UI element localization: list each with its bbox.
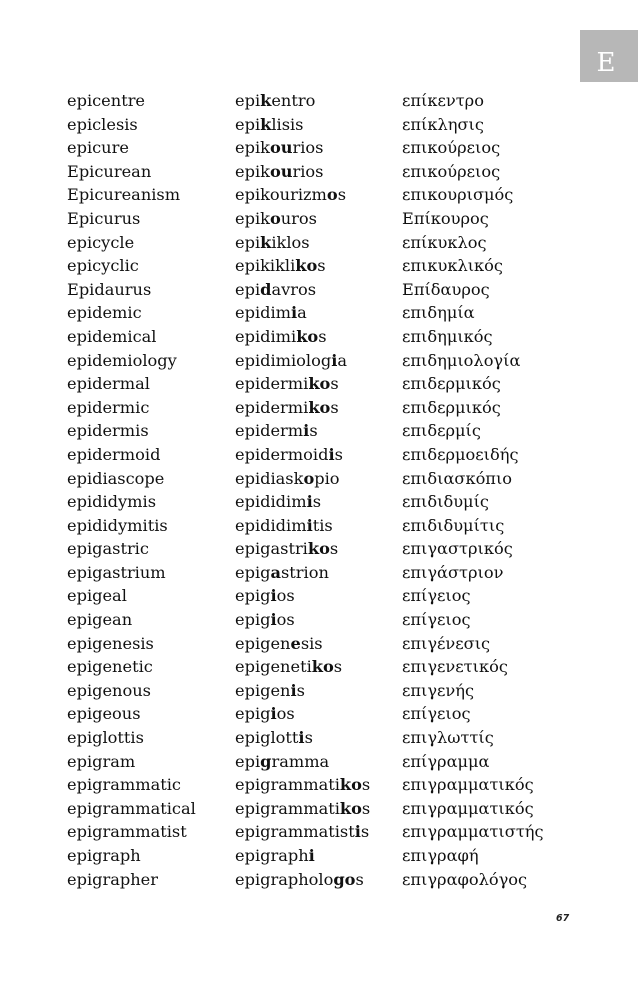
greek-term: επιδημικός	[402, 326, 493, 346]
transliteration-part: epi	[235, 751, 261, 771]
transliteration-part: rios	[292, 161, 324, 181]
transliteration	[235, 844, 315, 868]
greek-term: επιδερμικός	[402, 374, 501, 394]
stressed-syllable: g	[260, 751, 272, 771]
dictionary-row	[0, 608, 638, 632]
english-term: Epicurean	[67, 161, 152, 181]
greek-term: επιγραμματικός	[402, 775, 534, 795]
english-term: epidemiology	[67, 350, 177, 370]
stressed-syllable: ko	[307, 539, 330, 559]
transliteration	[235, 301, 307, 325]
english-term: epigenous	[67, 680, 151, 700]
stressed-syllable: ko	[296, 326, 319, 346]
transliteration-part: s	[309, 421, 318, 441]
english-term: epigrammatical	[67, 798, 196, 818]
transliteration	[235, 419, 318, 443]
stressed-syllable: go	[333, 869, 356, 889]
transliteration	[235, 584, 295, 608]
greek-term: επιγλωττίς	[402, 728, 494, 748]
transliteration-part: entro	[271, 91, 316, 110]
transliteration-part: epi	[235, 91, 261, 110]
transliteration-part: epigrammati	[235, 798, 340, 818]
transliteration	[235, 231, 310, 255]
transliteration	[235, 467, 340, 491]
transliteration	[235, 278, 316, 302]
section-letter: E	[596, 48, 616, 78]
transliteration	[235, 868, 364, 892]
transliteration	[235, 514, 333, 538]
transliteration	[235, 632, 323, 656]
transliteration	[235, 89, 315, 113]
english-term: epidiascope	[67, 468, 165, 488]
transliteration-part: avros	[271, 279, 317, 299]
dictionary-row	[0, 797, 638, 821]
dictionary-row	[0, 584, 638, 608]
transliteration-part: epig	[235, 704, 271, 724]
transliteration-part: sis	[300, 633, 323, 653]
dictionary-row	[0, 467, 638, 491]
transliteration-part: epidermi	[235, 374, 309, 394]
dictionary-row	[0, 160, 638, 184]
transliteration-part: iklos	[271, 232, 310, 252]
transliteration-part: s	[337, 185, 347, 205]
greek-term: επικουρισμός	[402, 185, 514, 205]
transliteration	[235, 537, 338, 561]
stressed-syllable: ko	[311, 657, 334, 677]
transliteration-part: os	[276, 586, 295, 606]
stressed-syllable: k	[260, 114, 272, 134]
greek-term: επιδημιολογία	[402, 350, 521, 370]
english-term: epigrammatic	[67, 775, 181, 795]
transliteration-part: epidermi	[235, 397, 309, 417]
transliteration	[235, 207, 317, 231]
english-term: epidermic	[67, 397, 150, 417]
transliteration-part: epigrammatist	[235, 822, 355, 842]
english-term: epicycle	[67, 232, 135, 252]
transliteration	[235, 136, 323, 160]
english-term: epigeous	[67, 704, 141, 724]
greek-term: επικούρειος	[402, 138, 501, 158]
stressed-syllable: ou	[269, 161, 293, 181]
transliteration-part: ramma	[271, 751, 330, 771]
stressed-syllable: i	[291, 303, 298, 323]
transliteration	[235, 254, 326, 278]
english-term: epigastrium	[67, 562, 166, 582]
english-term: epicyclic	[67, 256, 139, 276]
greek-term: επίγραμμα	[402, 751, 490, 771]
stressed-syllable: i	[290, 680, 297, 700]
transliteration-part: s	[360, 822, 370, 842]
dictionary-row	[0, 561, 638, 585]
dictionary-row	[0, 702, 638, 726]
english-term: epididymis	[67, 492, 156, 512]
english-term: epiglottis	[67, 728, 144, 748]
transliteration-part: epigen	[235, 633, 291, 653]
dictionary-row	[0, 844, 638, 868]
stressed-syllable: i	[306, 515, 313, 535]
english-term: epididymitis	[67, 515, 168, 535]
english-term: epigeal	[67, 586, 127, 606]
english-term: epidermis	[67, 421, 149, 441]
transliteration	[235, 702, 295, 726]
dictionary-row	[0, 443, 638, 467]
greek-term: επίγειος	[402, 586, 471, 606]
transliteration	[235, 679, 305, 703]
transliteration	[235, 183, 346, 207]
english-term: epicure	[67, 138, 129, 158]
stressed-syllable: i	[331, 350, 338, 370]
dictionary-row	[0, 301, 638, 325]
greek-term: επιγένεσις	[402, 633, 491, 653]
transliteration-part: epikourizm	[235, 185, 327, 205]
dictionary-row	[0, 490, 638, 514]
transliteration-part: s	[330, 374, 339, 394]
transliteration-part: epidimi	[235, 326, 297, 346]
transliteration-part: epidimiolog	[235, 350, 332, 370]
dictionary-row	[0, 183, 638, 207]
transliteration-part: a	[337, 350, 348, 370]
stressed-syllable: o	[303, 468, 315, 488]
transliteration	[235, 443, 343, 467]
transliteration-part: rios	[292, 138, 324, 158]
greek-term: επιγενετικός	[402, 657, 508, 677]
transliteration-part: epidim	[235, 303, 292, 323]
greek-term: επιγενής	[402, 680, 475, 700]
english-term: epigram	[67, 751, 136, 771]
transliteration-part: s	[333, 657, 343, 677]
greek-term: επιγραμματιστής	[402, 822, 544, 842]
transliteration	[235, 608, 295, 632]
transliteration-part: epig	[235, 610, 271, 630]
english-term: epidemic	[67, 303, 142, 323]
english-term: epigraph	[67, 846, 141, 865]
transliteration	[235, 325, 327, 349]
greek-term: επίκλησις	[402, 114, 484, 134]
stressed-syllable: o	[269, 208, 281, 228]
transliteration-part: s	[361, 775, 371, 795]
english-term: Epicurus	[67, 208, 141, 228]
english-term: epiclesis	[67, 114, 138, 134]
dictionary-row	[0, 349, 638, 373]
stressed-syllable: i	[328, 444, 335, 464]
transliteration	[235, 113, 304, 137]
greek-term: επιγραφολόγος	[402, 869, 528, 889]
english-term: epigrammatist	[67, 822, 187, 842]
english-term: epicentre	[67, 91, 146, 110]
transliteration-part: epi	[235, 114, 261, 134]
transliteration-part: epi	[235, 279, 261, 299]
transliteration-part: epididim	[235, 515, 307, 535]
greek-term: επιδερμικός	[402, 397, 501, 417]
transliteration-part: strion	[280, 562, 329, 582]
dictionary-row	[0, 679, 638, 703]
stressed-syllable: ko	[295, 256, 318, 276]
stressed-syllable: ko	[308, 374, 331, 394]
dictionary-row	[0, 419, 638, 443]
transliteration	[235, 372, 339, 396]
dictionary-row	[0, 868, 638, 892]
greek-term: επιδημία	[402, 303, 475, 323]
stressed-syllable: i	[306, 492, 313, 512]
english-term: epidermal	[67, 374, 150, 394]
greek-term: επίγειος	[402, 610, 471, 630]
dictionary-row	[0, 325, 638, 349]
dictionary-row	[0, 231, 638, 255]
transliteration-part: epik	[235, 161, 270, 181]
transliteration	[235, 726, 313, 750]
greek-term: Επίκουρος	[402, 208, 489, 228]
dictionary-row	[0, 254, 638, 278]
transliteration-part: s	[330, 397, 339, 417]
dictionary-row	[0, 537, 638, 561]
transliteration-part: epik	[235, 138, 270, 158]
stressed-syllable: ou	[269, 138, 293, 158]
transliteration-part: epigrapholo	[235, 869, 334, 889]
transliteration-part: s	[355, 869, 364, 889]
transliteration-part: s	[361, 798, 371, 818]
transliteration-part: epigen	[235, 680, 291, 700]
transliteration-part: epigraph	[235, 846, 309, 865]
transliteration	[235, 160, 323, 184]
dictionary-row	[0, 113, 638, 137]
stressed-syllable: o	[326, 185, 338, 205]
english-term: Epidaurus	[67, 279, 152, 299]
transliteration-part: uros	[280, 208, 317, 228]
stressed-syllable: k	[260, 232, 272, 252]
greek-term: επικυκλικός	[402, 256, 503, 276]
transliteration-part: epig	[235, 586, 271, 606]
transliteration-part: epig	[235, 562, 271, 582]
transliteration-part: s	[329, 539, 339, 559]
stressed-syllable: ko	[339, 775, 362, 795]
stressed-syllable: i	[354, 822, 361, 842]
english-term: epidermoid	[67, 444, 161, 464]
transliteration-part: s	[317, 256, 326, 276]
transliteration	[235, 490, 321, 514]
transliteration-part: os	[276, 704, 295, 724]
transliteration-part: tis	[312, 515, 333, 535]
dictionary-row	[0, 655, 638, 679]
transliteration-part: s	[296, 680, 305, 700]
transliteration-part: os	[276, 610, 295, 630]
stressed-syllable: i	[270, 586, 277, 606]
transliteration-part: epigeneti	[235, 657, 312, 677]
dictionary-entries	[0, 89, 638, 891]
english-term: epigean	[67, 610, 133, 630]
greek-term: Επίδαυρος	[402, 279, 490, 299]
greek-term: επιδιδυμίτις	[402, 515, 505, 535]
stressed-syllable: i	[303, 421, 310, 441]
transliteration-part: a	[297, 303, 307, 323]
stressed-syllable: i	[270, 704, 277, 724]
stressed-syllable: i	[298, 728, 305, 748]
greek-term: επιγάστριον	[402, 562, 504, 582]
english-term: epidemical	[67, 326, 157, 346]
transliteration-part: s	[304, 728, 313, 748]
dictionary-row	[0, 514, 638, 538]
dictionary-row	[0, 372, 638, 396]
transliteration-part: epik	[235, 208, 270, 228]
dictionary-row	[0, 207, 638, 231]
dictionary-row	[0, 820, 638, 844]
stressed-syllable: ko	[308, 397, 331, 417]
transliteration	[235, 820, 369, 844]
stressed-syllable: k	[260, 91, 272, 110]
stressed-syllable: ko	[339, 798, 362, 818]
greek-term: επιδερμοειδής	[402, 444, 519, 464]
transliteration-part: epidermoid	[235, 444, 329, 464]
stressed-syllable: e	[290, 633, 301, 653]
english-term: epigrapher	[67, 869, 158, 889]
transliteration-part: epiderm	[235, 421, 304, 441]
greek-term: επιγραμματικός	[402, 798, 534, 818]
transliteration-part: epigastri	[235, 539, 308, 559]
transliteration	[235, 349, 347, 373]
transliteration-part: pio	[314, 468, 340, 488]
greek-term: επίκυκλος	[402, 232, 487, 252]
transliteration-part: epi	[235, 232, 261, 252]
transliteration-part: s	[334, 444, 343, 464]
transliteration	[235, 797, 370, 821]
transliteration-part: epiglott	[235, 728, 299, 748]
greek-term: επίγειος	[402, 704, 471, 724]
stressed-syllable: i	[308, 846, 315, 865]
transliteration-part: lisis	[271, 114, 304, 134]
page-number: 67	[556, 913, 570, 924]
transliteration	[235, 561, 329, 585]
transliteration	[235, 773, 370, 797]
transliteration	[235, 750, 329, 774]
section-letter-tab	[580, 30, 638, 82]
dictionary-row	[0, 632, 638, 656]
transliteration-part: epikikli	[235, 256, 296, 276]
stressed-syllable: i	[270, 610, 277, 630]
english-term: Epicureanism	[67, 185, 181, 205]
transliteration	[235, 396, 339, 420]
english-term: epigenetic	[67, 657, 153, 677]
transliteration-part: s	[318, 326, 327, 346]
english-term: epigenesis	[67, 633, 154, 653]
transliteration-part: epigrammati	[235, 775, 340, 795]
dictionary-row	[0, 136, 638, 160]
dictionary-row	[0, 726, 638, 750]
greek-term: επιγραφή	[402, 846, 479, 865]
greek-term: επίκεντρο	[402, 91, 484, 110]
dictionary-row	[0, 278, 638, 302]
stressed-syllable: d	[260, 279, 272, 299]
dictionary-row	[0, 89, 638, 113]
greek-term: επιγαστρικός	[402, 539, 513, 559]
dictionary-row	[0, 750, 638, 774]
dictionary-row	[0, 773, 638, 797]
transliteration-part: s	[312, 492, 322, 512]
transliteration-part: epidiask	[235, 468, 304, 488]
english-term: epigastric	[67, 539, 149, 559]
transliteration-part: epididim	[235, 492, 307, 512]
greek-term: επικούρειος	[402, 161, 501, 181]
greek-term: επιδιδυμίς	[402, 492, 489, 512]
greek-term: επιδερμίς	[402, 421, 481, 441]
transliteration	[235, 655, 342, 679]
dictionary-row	[0, 396, 638, 420]
greek-term: επιδιασκόπιο	[402, 468, 513, 488]
stressed-syllable: a	[270, 562, 281, 582]
